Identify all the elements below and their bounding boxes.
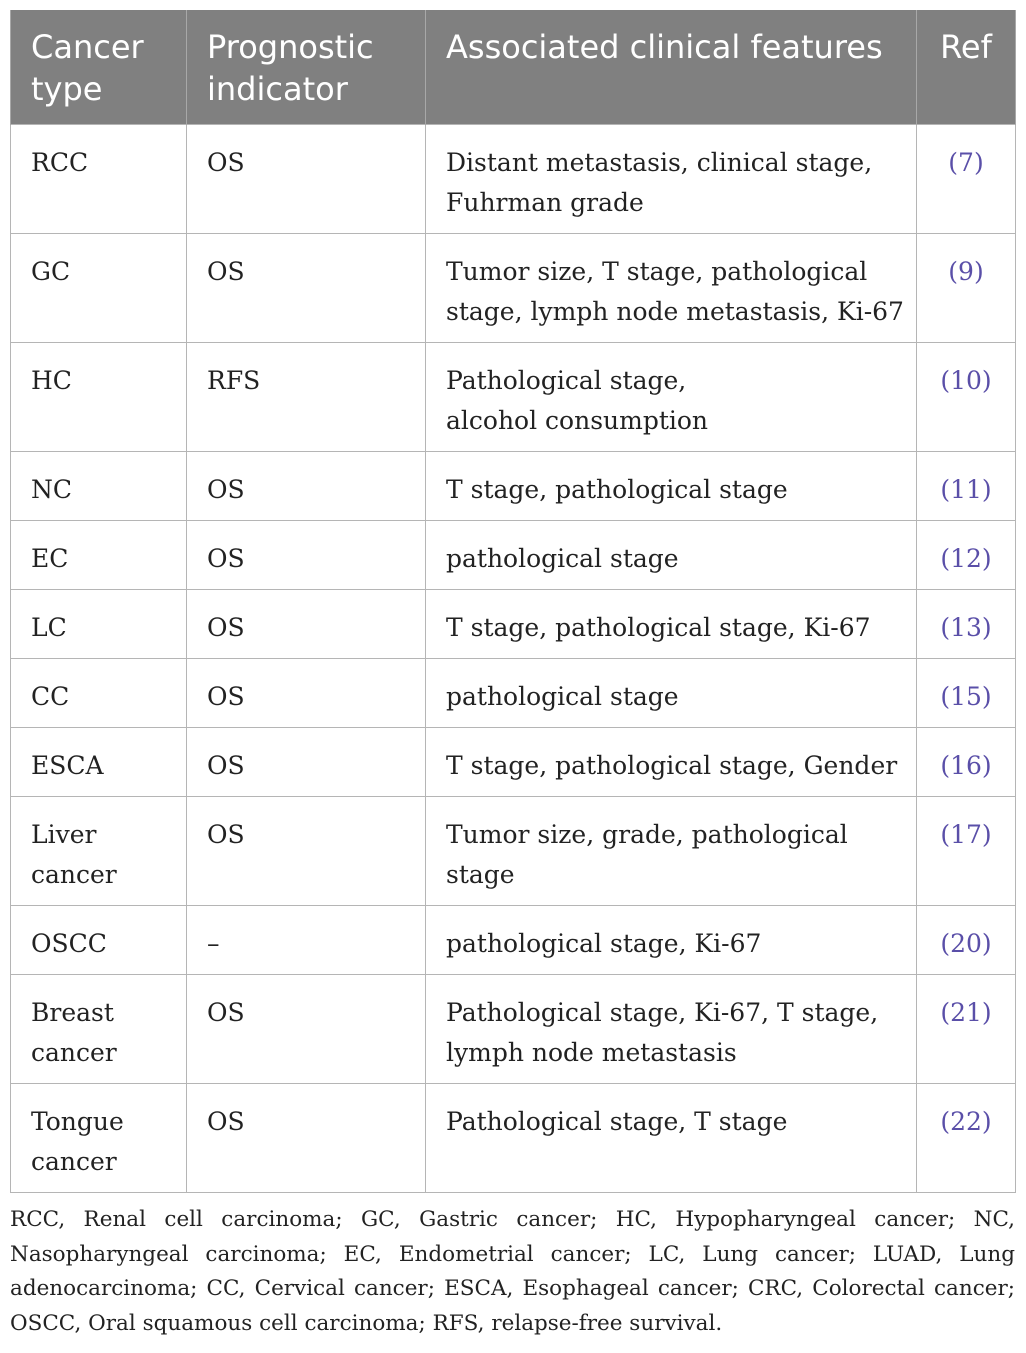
ref-link[interactable]: (22) — [917, 1083, 1016, 1192]
cell-features — [426, 342, 917, 451]
features-line-1: Pathological stage, — [446, 365, 687, 395]
table-row — [11, 974, 1016, 1083]
cell-indicator: OS — [187, 796, 426, 905]
table-footnote: RCC, Renal cell carcinoma; GC, Gastric cancer; HC, Hypopharyngeal cancer; NC, Nasopharyngeal carcinoma; EC, Endometrial cancer; LC, Lung cancer; LUAD, Lung adenocarcinoma; CC, Cervical cancer; ESCA, Esophageal cancer; CRC, Colorectal cancer; OSCC, Oral squamous cell carcinoma; RFS, relapse-free survival. — [10, 1207, 1015, 1336]
header-prognostic-indicator: Prognostic indicator — [187, 10, 426, 124]
ref-link[interactable]: (7) — [917, 124, 1016, 233]
cell-indicator: OS — [187, 658, 426, 727]
cell-cancer-type: Liver cancer — [11, 796, 187, 905]
cell-indicator: OS — [187, 520, 426, 589]
cell-features: Distant metastasis, clinical stage, Fuhrman grade — [426, 124, 917, 233]
ref-link[interactable]: (21) — [917, 974, 1016, 1083]
cell-cancer-type: Breast cancer — [11, 974, 187, 1083]
cell-features: pathological stage — [426, 520, 917, 589]
cell-features: pathological stage, Ki-67 — [426, 905, 917, 974]
cell-features: Tumor size, T stage, pathological stage, lymph node metastasis, Ki-67 — [426, 233, 917, 342]
table-row — [11, 658, 1016, 727]
header-cancer-type: Cancer type — [11, 10, 187, 124]
table-row — [11, 520, 1016, 589]
cell-indicator: RFS — [187, 342, 426, 451]
cancer-prognosis-table — [10, 10, 1016, 1193]
cell-cancer-type: ESCA — [11, 727, 187, 796]
cell-indicator: OS — [187, 124, 426, 233]
cancer-table-container — [10, 10, 1015, 1193]
table-row — [11, 905, 1016, 974]
cell-cancer-type: NC — [11, 451, 187, 520]
ref-link[interactable]: (12) — [917, 520, 1016, 589]
cell-indicator: OS — [187, 1083, 426, 1192]
header-row — [11, 10, 1016, 124]
table-row — [11, 796, 1016, 905]
cell-features: T stage, pathological stage, Ki-67 — [426, 589, 917, 658]
cell-indicator: OS — [187, 451, 426, 520]
cell-indicator: OS — [187, 233, 426, 342]
cell-features: Pathological stage, T stage — [426, 1083, 917, 1192]
table-row — [11, 1083, 1016, 1192]
cell-indicator: – — [187, 905, 426, 974]
cell-features: T stage, pathological stage, Gender — [426, 727, 917, 796]
header-ref: Ref — [917, 10, 1016, 124]
features-line-2: alcohol consumption — [446, 405, 709, 435]
cell-features: Tumor size, grade, pathological stage — [426, 796, 917, 905]
cell-indicator: OS — [187, 974, 426, 1083]
cell-cancer-type: Tongue cancer — [11, 1083, 187, 1192]
cell-indicator: OS — [187, 589, 426, 658]
ref-link[interactable]: (15) — [917, 658, 1016, 727]
cell-cancer-type: LC — [11, 589, 187, 658]
ref-link[interactable]: (9) — [917, 233, 1016, 342]
cell-cancer-type: GC — [11, 233, 187, 342]
cell-features: T stage, pathological stage — [426, 451, 917, 520]
ref-link[interactable]: (13) — [917, 589, 1016, 658]
header-clinical-features: Associated clinical features — [426, 10, 917, 124]
table-row — [11, 233, 1016, 342]
table-row — [11, 451, 1016, 520]
cell-features: Pathological stage, Ki-67, T stage, lymph node metastasis — [426, 974, 917, 1083]
cell-cancer-type: HC — [11, 342, 187, 451]
cell-cancer-type: CC — [11, 658, 187, 727]
ref-link[interactable]: (20) — [917, 905, 1016, 974]
cell-cancer-type: RCC — [11, 124, 187, 233]
cell-features: pathological stage — [426, 658, 917, 727]
table-header — [11, 10, 1016, 124]
cell-indicator: OS — [187, 727, 426, 796]
table-row — [11, 589, 1016, 658]
table-body — [11, 124, 1016, 1192]
cell-cancer-type: OSCC — [11, 905, 187, 974]
cell-cancer-type: EC — [11, 520, 187, 589]
table-row — [11, 124, 1016, 233]
ref-link[interactable]: (17) — [917, 796, 1016, 905]
ref-link[interactable]: (10) — [917, 342, 1016, 451]
table-row — [11, 342, 1016, 451]
table-row — [11, 727, 1016, 796]
ref-link[interactable]: (16) — [917, 727, 1016, 796]
ref-link[interactable]: (11) — [917, 451, 1016, 520]
